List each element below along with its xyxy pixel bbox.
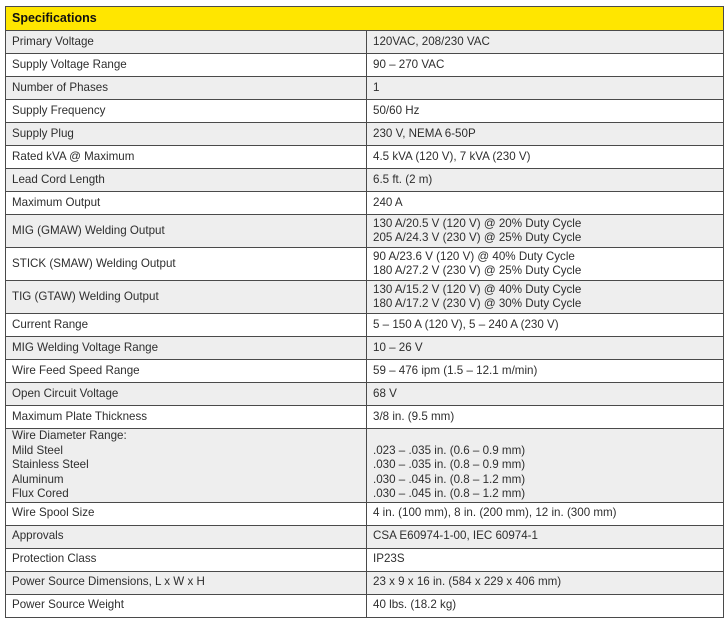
spec-label — [6, 281, 367, 314]
spec-label-line: TIG (GTAW) Welding Output — [12, 289, 159, 303]
spec-value-line: 90 A/23.6 V (120 V) @ 40% Duty Cycle — [373, 249, 575, 263]
table-row — [6, 548, 724, 571]
spec-value — [367, 314, 724, 337]
table-row — [6, 360, 724, 383]
spec-label — [6, 54, 367, 77]
spec-label — [6, 383, 367, 406]
spec-label-line: Supply Voltage Range — [12, 57, 127, 71]
spec-label — [6, 169, 367, 192]
spec-value — [367, 281, 724, 314]
spec-label-line: Rated kVA @ Maximum — [12, 149, 135, 163]
spec-label-line: Stainless Steel — [12, 458, 89, 471]
spec-label-line: Open Circuit Voltage — [12, 386, 119, 400]
spec-value-line: 130 A/15.2 V (120 V) @ 40% Duty Cycle — [373, 282, 582, 296]
table-row — [6, 54, 724, 77]
spec-value — [367, 248, 724, 281]
spec-value — [367, 502, 724, 525]
spec-value-line: 4 in. (100 mm), 8 in. (200 mm), 12 in. (300 mm) — [373, 506, 617, 520]
spec-label — [6, 502, 367, 525]
spec-label — [6, 429, 367, 503]
spec-label-line: Supply Frequency — [12, 103, 106, 117]
spec-label-line: Protection Class — [12, 552, 97, 566]
spec-value-line: 120VAC, 208/230 VAC — [373, 34, 490, 48]
table-row — [6, 100, 724, 123]
spec-label-line: Maximum Output — [12, 195, 101, 209]
spec-value — [367, 571, 724, 594]
spec-label — [6, 337, 367, 360]
spec-value-line: CSA E60974-1-00, IEC 60974-1 — [373, 529, 538, 543]
spec-label-line: STICK (SMAW) Welding Output — [12, 256, 176, 270]
spec-value-line: .030 – .045 in. (0.8 – 1.2 mm) — [373, 487, 526, 500]
spec-label — [6, 31, 367, 54]
spec-value — [367, 525, 724, 548]
table-row — [6, 525, 724, 548]
table-row — [6, 383, 724, 406]
spec-value — [367, 594, 724, 617]
spec-value — [367, 406, 724, 429]
table-row — [6, 31, 724, 54]
spec-value-line: 3/8 in. (9.5 mm) — [373, 409, 455, 423]
spec-value — [367, 383, 724, 406]
table-row — [6, 77, 724, 100]
spec-label — [6, 360, 367, 383]
spec-label-line: Supply Plug — [12, 126, 74, 140]
spec-label-line: Flux Cored — [12, 487, 69, 500]
spec-rows — [6, 31, 724, 618]
spec-label-line: MIG Welding Voltage Range — [12, 340, 159, 354]
spec-value — [367, 429, 724, 503]
table-row — [6, 146, 724, 169]
spec-label-line: Power Source Dimensions, L x W x H — [12, 575, 205, 589]
spec-value — [367, 31, 724, 54]
spec-label — [6, 406, 367, 429]
spec-value — [367, 123, 724, 146]
spec-label-line: Wire Spool Size — [12, 506, 95, 520]
spec-value — [367, 77, 724, 100]
spec-value-line: 180 A/17.2 V (230 V) @ 30% Duty Cycle — [373, 297, 582, 310]
spec-value-line: 230 V, NEMA 6-50P — [373, 126, 476, 140]
spec-value — [367, 146, 724, 169]
spec-value-line: 90 – 270 VAC — [373, 57, 445, 71]
table-row — [6, 337, 724, 360]
spec-value-line: 10 – 26 V — [373, 340, 423, 354]
table-row — [6, 123, 724, 146]
table-row — [6, 429, 724, 503]
spec-value-line: 130 A/20.5 V (120 V) @ 20% Duty Cycle — [373, 216, 582, 230]
table-row — [6, 594, 724, 617]
spec-value — [367, 337, 724, 360]
spec-value-line: 23 x 9 x 16 in. (584 x 229 x 406 mm) — [373, 575, 562, 589]
spec-value — [367, 215, 724, 248]
spec-value-line: 205 A/24.3 V (230 V) @ 25% Duty Cycle — [373, 231, 582, 244]
spec-label — [6, 77, 367, 100]
spec-label-line: Maximum Plate Thickness — [12, 409, 148, 423]
table-row — [6, 571, 724, 594]
spec-value-line: 180 A/27.2 V (230 V) @ 25% Duty Cycle — [373, 264, 582, 277]
spec-value-line — [373, 429, 717, 444]
table-title: Specifications — [6, 7, 724, 31]
spec-value-line: .023 – .035 in. (0.6 – 0.9 mm) — [373, 443, 526, 457]
spec-value — [367, 548, 724, 571]
spec-label — [6, 146, 367, 169]
spec-label-line: Wire Diameter Range: — [12, 429, 127, 442]
spec-label-line: Power Source Weight — [12, 598, 124, 612]
spec-value — [367, 54, 724, 77]
spec-value-line: 6.5 ft. (2 m) — [373, 172, 433, 186]
spec-label-line: MIG (GMAW) Welding Output — [12, 223, 165, 237]
spec-label — [6, 192, 367, 215]
spec-value-line: .030 – .035 in. (0.8 – 0.9 mm) — [373, 458, 526, 471]
table-row — [6, 248, 724, 281]
table-row — [6, 406, 724, 429]
spec-label-line: Primary Voltage — [12, 34, 94, 48]
spec-label — [6, 100, 367, 123]
spec-label — [6, 548, 367, 571]
table-row — [6, 192, 724, 215]
specifications-table — [5, 6, 724, 618]
spec-label — [6, 525, 367, 548]
spec-value-line: 4.5 kVA (120 V), 7 kVA (230 V) — [373, 149, 531, 163]
table-row — [6, 502, 724, 525]
spec-label-line: Aluminum — [12, 472, 64, 486]
spec-label — [6, 248, 367, 281]
spec-value-line: 40 lbs. (18.2 kg) — [373, 598, 457, 612]
spec-value-line: 68 V — [373, 386, 397, 400]
spec-value-line: 5 – 150 A (120 V), 5 – 240 A (230 V) — [373, 317, 559, 331]
spec-label-line: Current Range — [12, 317, 89, 331]
spec-value-line: 59 – 476 ipm (1.5 – 12.1 m/min) — [373, 363, 538, 377]
spec-label — [6, 215, 367, 248]
spec-label — [6, 314, 367, 337]
spec-label-line: Mild Steel — [12, 443, 63, 457]
spec-value — [367, 192, 724, 215]
table-row — [6, 215, 724, 248]
table-row — [6, 281, 724, 314]
spec-label-line: Wire Feed Speed Range — [12, 363, 140, 377]
spec-value — [367, 360, 724, 383]
spec-value-line: IP23S — [373, 552, 405, 566]
table-row — [6, 169, 724, 192]
spec-label — [6, 123, 367, 146]
spec-value-line: .030 – .045 in. (0.8 – 1.2 mm) — [373, 472, 526, 486]
spec-label-line: Lead Cord Length — [12, 172, 105, 186]
spec-value-line: 240 A — [373, 195, 403, 209]
spec-value — [367, 169, 724, 192]
spec-label — [6, 571, 367, 594]
spec-label-line: Number of Phases — [12, 80, 109, 94]
spec-value-line: 50/60 Hz — [373, 103, 420, 117]
spec-label-line: Approvals — [12, 529, 64, 543]
spec-value — [367, 100, 724, 123]
spec-value-line: 1 — [373, 80, 380, 94]
table-row — [6, 314, 724, 337]
spec-label — [6, 594, 367, 617]
